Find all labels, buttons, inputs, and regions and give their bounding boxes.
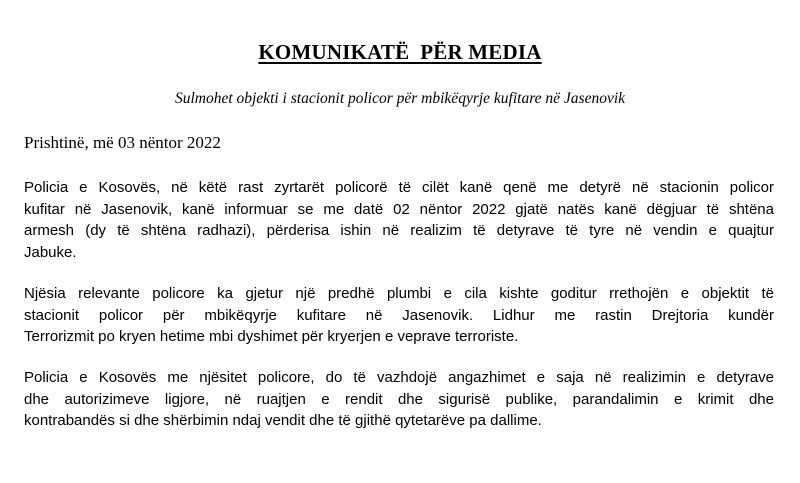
- paragraph-line: armesh (dy të shtëna radhazi), përderisa ishin në realizim të detyrave të tyre në vendin e quajtur: [24, 222, 774, 239]
- document-subtitle: Sulmohet objekti i stacionit policor për mbikëqyrje kufitare në Jasenovik: [174, 90, 626, 107]
- paragraph-line: stacionit policor për mbikëqyrje kufitare në Jasenovik. Lidhur me rastin Drejtoria kundër: [24, 306, 774, 324]
- paragraph-1: [24, 177, 774, 263]
- paragraph-line: kufitar në Jasenovik, kanë informuar se me datë 02 nëntor 2022 gjatë natës kanë dëgjuar të shtëna: [24, 200, 774, 218]
- paragraph-line: dhe autorizimeve ligjore, në ruajtjen e rendit dhe sigurisë publike, parandalimin e krimit dhe: [24, 390, 774, 408]
- paragraph-line: Policia e Kosovës, në këtë rast zyrtarët policorë të cilët kanë qenë me detyrë në stacionin policor: [24, 179, 774, 196]
- paragraph-line: Policia e Kosovës me njësitet policore, do të vazhdojë angazhimet e saja në realizimin e detyrave: [24, 369, 774, 386]
- paragraph-line: Njësia relevante policore ka gjetur një predhë plumbi e cila kishte goditur rrethojën e objektit të: [24, 285, 774, 302]
- paragraph-line: Terrorizmit po kryen hetime mbi dyshimet për kryerjen e veprave terroriste.: [24, 328, 519, 345]
- paragraph-line: kontrabandës si dhe shërbimin ndaj vendit dhe të gjithë qytetarëve pa dallime.: [24, 412, 542, 429]
- paragraph-2: [24, 283, 774, 348]
- paragraph-line: Jabuke.: [24, 243, 77, 261]
- document-title: KOMUNIKATË PËR MEDIA: [258, 40, 542, 64]
- dateline: Prishtinë, më 03 nëntor 2022: [24, 133, 221, 152]
- paragraph-3: [24, 367, 774, 432]
